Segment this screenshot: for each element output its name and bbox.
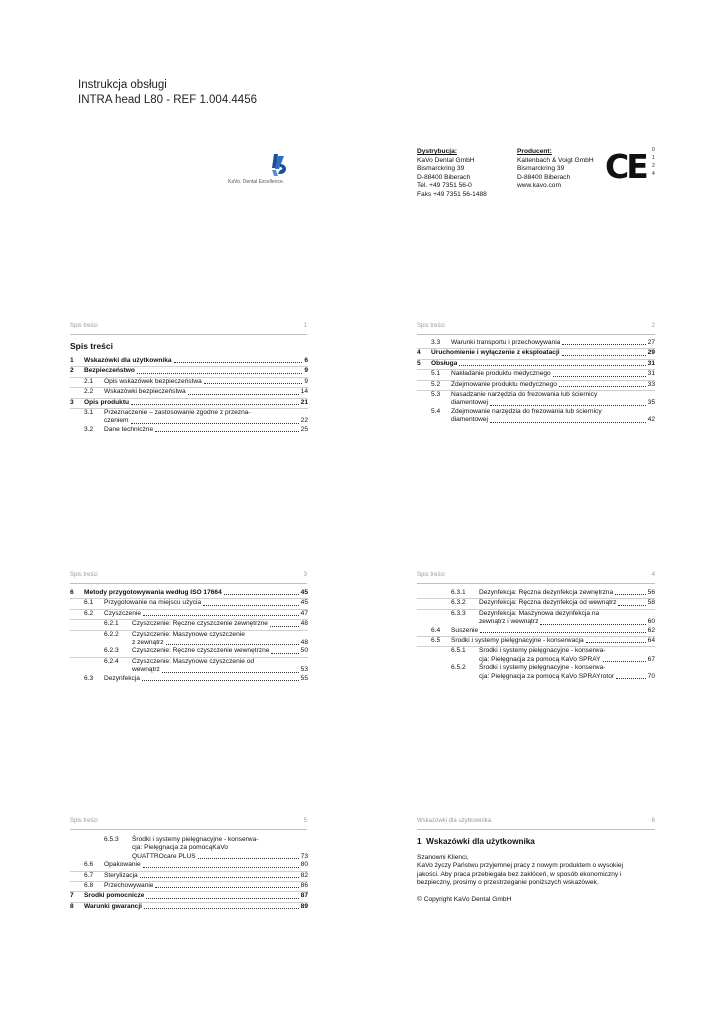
producer-line: www.kavo.com [517, 182, 561, 190]
distributor-line: Tel. +49 7351 56-0 [417, 182, 472, 190]
header-section: Spis treści [417, 323, 445, 329]
toc-entry-5-4[interactable]: 5.4 Zdejmowanie narzędzia do frezowania lub ściernicy diamentowej 42 [431, 407, 655, 424]
ce-number [652, 146, 655, 178]
distributor-line: Bismarckring 39 [417, 165, 465, 173]
section-title: Wskazówki dla użytkownika [426, 837, 535, 846]
ce-digit: 4 [652, 171, 655, 177]
toc-entry-6-2-3[interactable]: 6.2.3 Czyszczenie: Ręczne czyszczenie wewnętrzne 50 [70, 647, 308, 657]
toc-entry-6-1[interactable]: 6.1 Przygotowanie na miejscu użycia 45 [70, 599, 308, 609]
toc-entry-6[interactable]: 6 Metody przygotowywania według ISO 17664 45 [70, 589, 308, 599]
manual-title: Instrukcja obsługi [78, 79, 167, 91]
body-line: KaVo życzy Państwu przyjemnej pracy z nowym produktem o wysokiej [417, 862, 623, 870]
toc-list [417, 339, 655, 425]
ce-digit: 1 [652, 155, 655, 161]
distributor-line: KaVo Dental GmbH [417, 156, 475, 164]
toc-entry-2[interactable]: 2 Bezpieczeństwo 9 [70, 367, 308, 377]
page-header [70, 818, 307, 830]
producer-block [517, 148, 613, 191]
toc-entry-6-6[interactable]: 6.6 Opakowanie 80 [70, 861, 308, 871]
ce-digit: 2 [652, 163, 655, 169]
page-header [70, 572, 307, 584]
toc-entry-6-3-3[interactable]: 6.3.3 Dezynfekcja: Maszynowa dezynfekcja na zewnątrz i wewnątrz 60 [451, 609, 655, 626]
toc-entry-6-2-1[interactable]: 6.2.1 Czyszczenie: Ręczne czyszczenie zewnętrzne 48 [70, 620, 308, 630]
toc-entry-5[interactable]: 5 Obsługa 31 [417, 360, 655, 370]
page-header [417, 818, 655, 830]
header-section: Spis treści [70, 818, 98, 824]
header-section: Spis treści [70, 323, 98, 329]
header-section: Wskazówki dla użytkownika [417, 818, 492, 824]
kavo-logo [228, 152, 294, 188]
page-header [417, 572, 655, 584]
distributor-line: D-88400 Biberach [417, 173, 471, 181]
toc-entry-7[interactable]: 7 Środki pomocnicze 87 [70, 892, 308, 902]
producer-line: D-88400 Biberach [517, 173, 571, 181]
toc-entry-5-3[interactable]: 5.3 Nasadzanie narzędzia do frezowania lub ściernicy diamentowej 35 [431, 391, 655, 407]
greeting: Szanowni Klienci, [417, 854, 469, 861]
toc-entry-6-3[interactable]: 6.3 Dezynfekcja 55 [84, 674, 308, 682]
toc-list [70, 357, 308, 434]
toc-entry-3-3[interactable]: 3.3 Warunki transportu i przechowywania 27 [417, 339, 655, 349]
toc-entry-8[interactable]: 8 Warunki gwarancji 89 [70, 902, 308, 910]
toc-entry-3[interactable]: 3 Opis produktu 21 [70, 399, 308, 409]
header-page-number: 4 [651, 572, 655, 578]
page-header [70, 323, 307, 335]
toc-entry-2-2[interactable]: 2.2 Wskazówki bezpieczeństwa 14 [70, 388, 308, 398]
toc-entry-6-5-1[interactable]: 6.5.1 Środki i systemy pielęgnacyjne - konserwa- cja: Pielęgnacja za pomocą KaVo SPRAY 67 [451, 647, 655, 663]
copyright: © Copyright KaVo Dental GmbH [417, 895, 512, 903]
toc-entry-6-5-2[interactable]: 6.5.2 Środki i systemy pielęgnacyjne - konserwa- cja: Pielęgnacja za pomocą KaVo SPRAYrotor 70 [451, 664, 655, 680]
toc-entry-6-2-2[interactable]: 6.2.2 Czyszczenie: Maszynowe czyszczenie z zewnątrz 48 [104, 630, 308, 647]
section-heading [417, 837, 535, 846]
header-page-number: 3 [303, 572, 307, 578]
header-page-number: 1 [303, 323, 307, 329]
toc-entry-5-2[interactable]: 5.2 Zdejmowanie produktu medycznego 33 [417, 381, 655, 391]
body-line: bezpieczny, prosimy o przestrzeganie poniższych wskazówek. [417, 879, 599, 887]
toc-entry-6-7[interactable]: 6.7 Sterylizacja 82 [70, 872, 308, 882]
product-title: INTRA head L80 - REF 1.004.4456 [78, 94, 257, 106]
logo-tagline: KaVo. Dental Excellence. [228, 179, 285, 185]
toc-entry-6-8[interactable]: 6.8 Przechowywanie 86 [70, 882, 308, 892]
toc-entry-6-2-4[interactable]: 6.2.4 Czyszczenie: Maszynowe czyszczenie od wewnątrz 53 [104, 657, 308, 674]
producer-line: Kaltenbach & Voigt GmbH [517, 156, 594, 164]
toc-entry-4[interactable]: 4 Uruchomienie i wyłączenie z eksploatacji 29 [417, 349, 655, 359]
distributor-heading: Dystrybucja: [417, 148, 457, 155]
toc-entry-6-3-1[interactable]: 6.3.1 Dezynfekcja: Ręczna dezynfekcja zewnętrzna 56 [417, 589, 655, 599]
toc-list [70, 589, 308, 683]
toc-entry-2-1[interactable]: 2.1 Opis wskazówek bezpieczeństwa 9 [70, 378, 308, 388]
header-section: Spis treści [70, 572, 98, 578]
body-line: jakości. Aby praca przebiegała bez zakłóceń, w sposób ekonomiczny i [417, 870, 622, 878]
page-header [417, 323, 655, 335]
intro-text [417, 854, 662, 904]
ce-mark-icon: CE [605, 147, 646, 186]
section-number: 1 [417, 837, 422, 846]
toc-entry-5-1[interactable]: 5.1 Nakładanie produktu medycznego 31 [417, 370, 655, 380]
distributor-line: Faks +49 7351 56-1488 [417, 190, 487, 198]
toc-list [417, 589, 655, 681]
toc-title: Spis treści [70, 341, 113, 351]
ce-digit: 0 [652, 147, 655, 153]
toc-entry-6-4[interactable]: 6.4 Suszenie 62 [417, 627, 655, 637]
toc-entry-6-5-3[interactable]: 6.5.3 Środki i systemy pielęgnacyjne - konserwa- cja: Pielęgnacja za pomocąKaVo QUATTROcare PLUS 73 [104, 836, 308, 860]
producer-line: Bismarckring 39 [517, 165, 565, 173]
header-page-number: 2 [651, 323, 655, 329]
header-page-number: 6 [651, 818, 655, 824]
producer-heading: Producent: [517, 148, 552, 155]
header-page-number: 5 [303, 818, 307, 824]
toc-entry-3-1[interactable]: 3.1 Przeznaczenie – zastosowanie zgodne z przezna- czeniem 22 [84, 409, 308, 425]
toc-entry-6-5[interactable]: 6.5 Środki i systemy pielęgnacyjne - konserwacja 64 [417, 637, 655, 647]
toc-entry-6-2[interactable]: 6.2 Czyszczenie 47 [70, 610, 308, 620]
toc-entry-1[interactable]: 1 Wskazówki dla użytkownika 6 [70, 357, 308, 367]
toc-list [70, 836, 308, 912]
header-section: Spis treści [417, 572, 445, 578]
toc-entry-6-3-2[interactable]: 6.3.2 Dezynfekcja: Ręczna dezynfekcja od wewnątrz 58 [417, 599, 655, 609]
distributor-block [417, 148, 517, 200]
toc-entry-3-2[interactable]: 3.2 Dane techniczne 25 [84, 425, 308, 433]
